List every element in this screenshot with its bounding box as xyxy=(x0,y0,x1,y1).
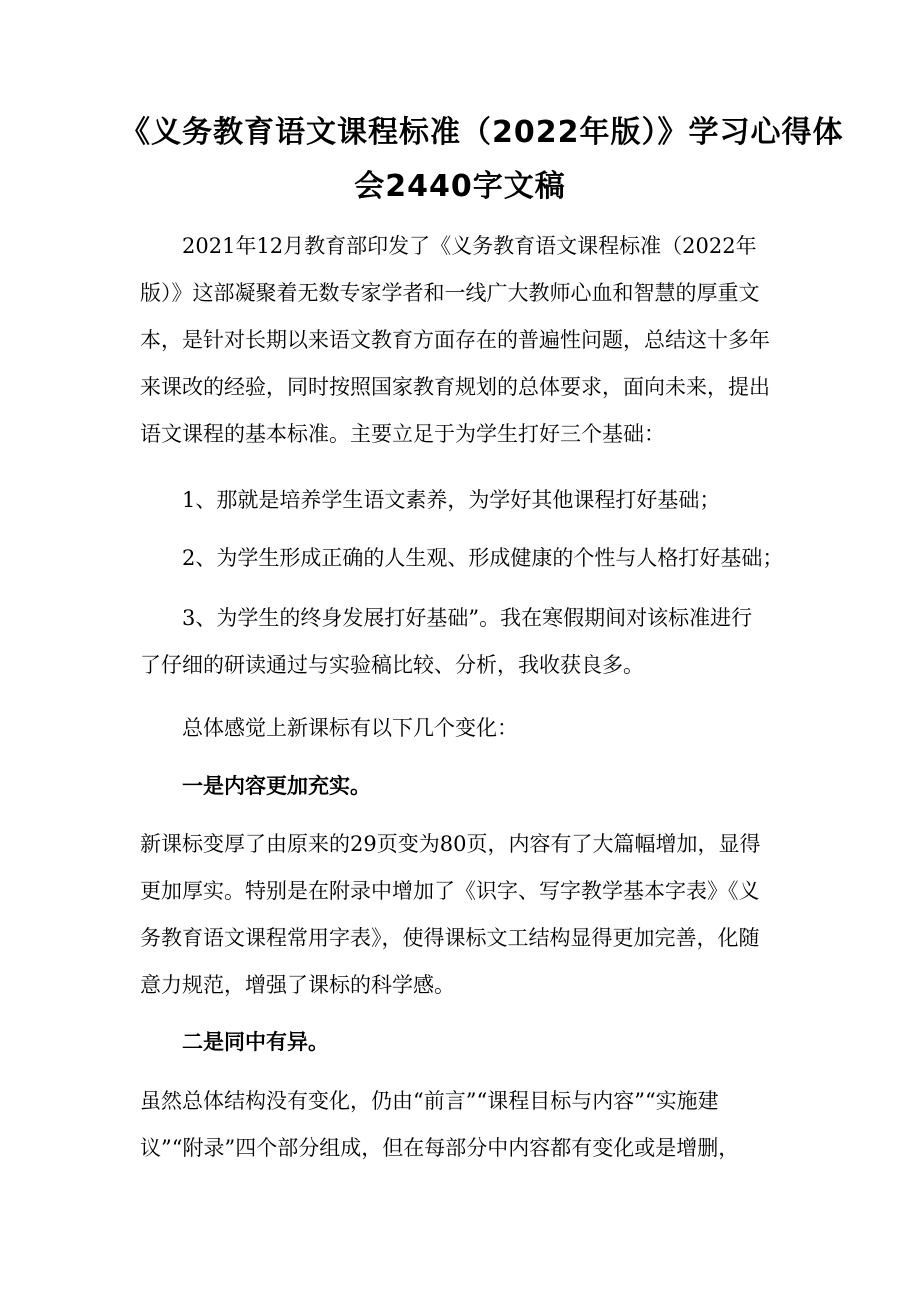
body-line: 议”“附录”四个部分组成，但在每部分中内容都有变化或是增删， xyxy=(140,1136,740,1160)
body-line: 总体感觉上新课标有以下几个变化： xyxy=(182,716,518,740)
body-line: 语文课程的基本标准。主要立足于为学生打好三个基础： xyxy=(140,422,665,446)
body-line: 更加厚实。特别是在附录中增加了《识字、写字教学基本字表》《义 xyxy=(140,879,760,903)
body-line: 了仔细的研读通过与实验稿比较、分析，我收获良多。 xyxy=(140,653,644,677)
document-title-line-1: 《义务教育语文课程标准（2022年版）》学习心得体 xyxy=(120,115,844,150)
section-heading-2: 二是同中有异。 xyxy=(182,1030,329,1054)
section-heading-1: 一是内容更加充实。 xyxy=(182,774,371,798)
list-item-2: 2、为学生形成正确的人生观、形成健康的个性与人格打好基础； xyxy=(182,546,784,570)
body-line: 来课改的经验，同时按照国家教育规划的总体要求，面向未来，提出 xyxy=(140,375,770,399)
body-line: 虽然总体结构没有变化，仍由“前言”“课程目标与内容”“实施建 xyxy=(140,1089,719,1113)
body-line: 2021年12月教育部印发了《义务教育语文课程标准（2022年 xyxy=(182,234,757,258)
body-line: 本，是针对长期以来语文教育方面存在的普遍性问题，总结这十多年 xyxy=(140,328,770,352)
document-title-line-2: 会2440字文稿 xyxy=(354,169,566,204)
list-item-1: 1、那就是培养学生语文素养，为学好其他课程打好基础； xyxy=(182,488,721,512)
body-line: 务教育语文课程常用字表》，使得课标文工结构显得更加完善，化随 xyxy=(140,926,760,950)
body-line: 新课标变厚了由原来的29页变为80页，内容有了大篇幅增加，显得 xyxy=(140,832,761,856)
body-line: 意力规范，增强了课标的科学感。 xyxy=(140,973,455,997)
body-line: 版）》这部凝聚着无数专家学者和一线广大教师心血和智慧的厚重文 xyxy=(140,281,760,305)
list-item-3: 3、为学生的终身发展打好基础”。我在寒假期间对该标准进行 xyxy=(182,606,753,630)
